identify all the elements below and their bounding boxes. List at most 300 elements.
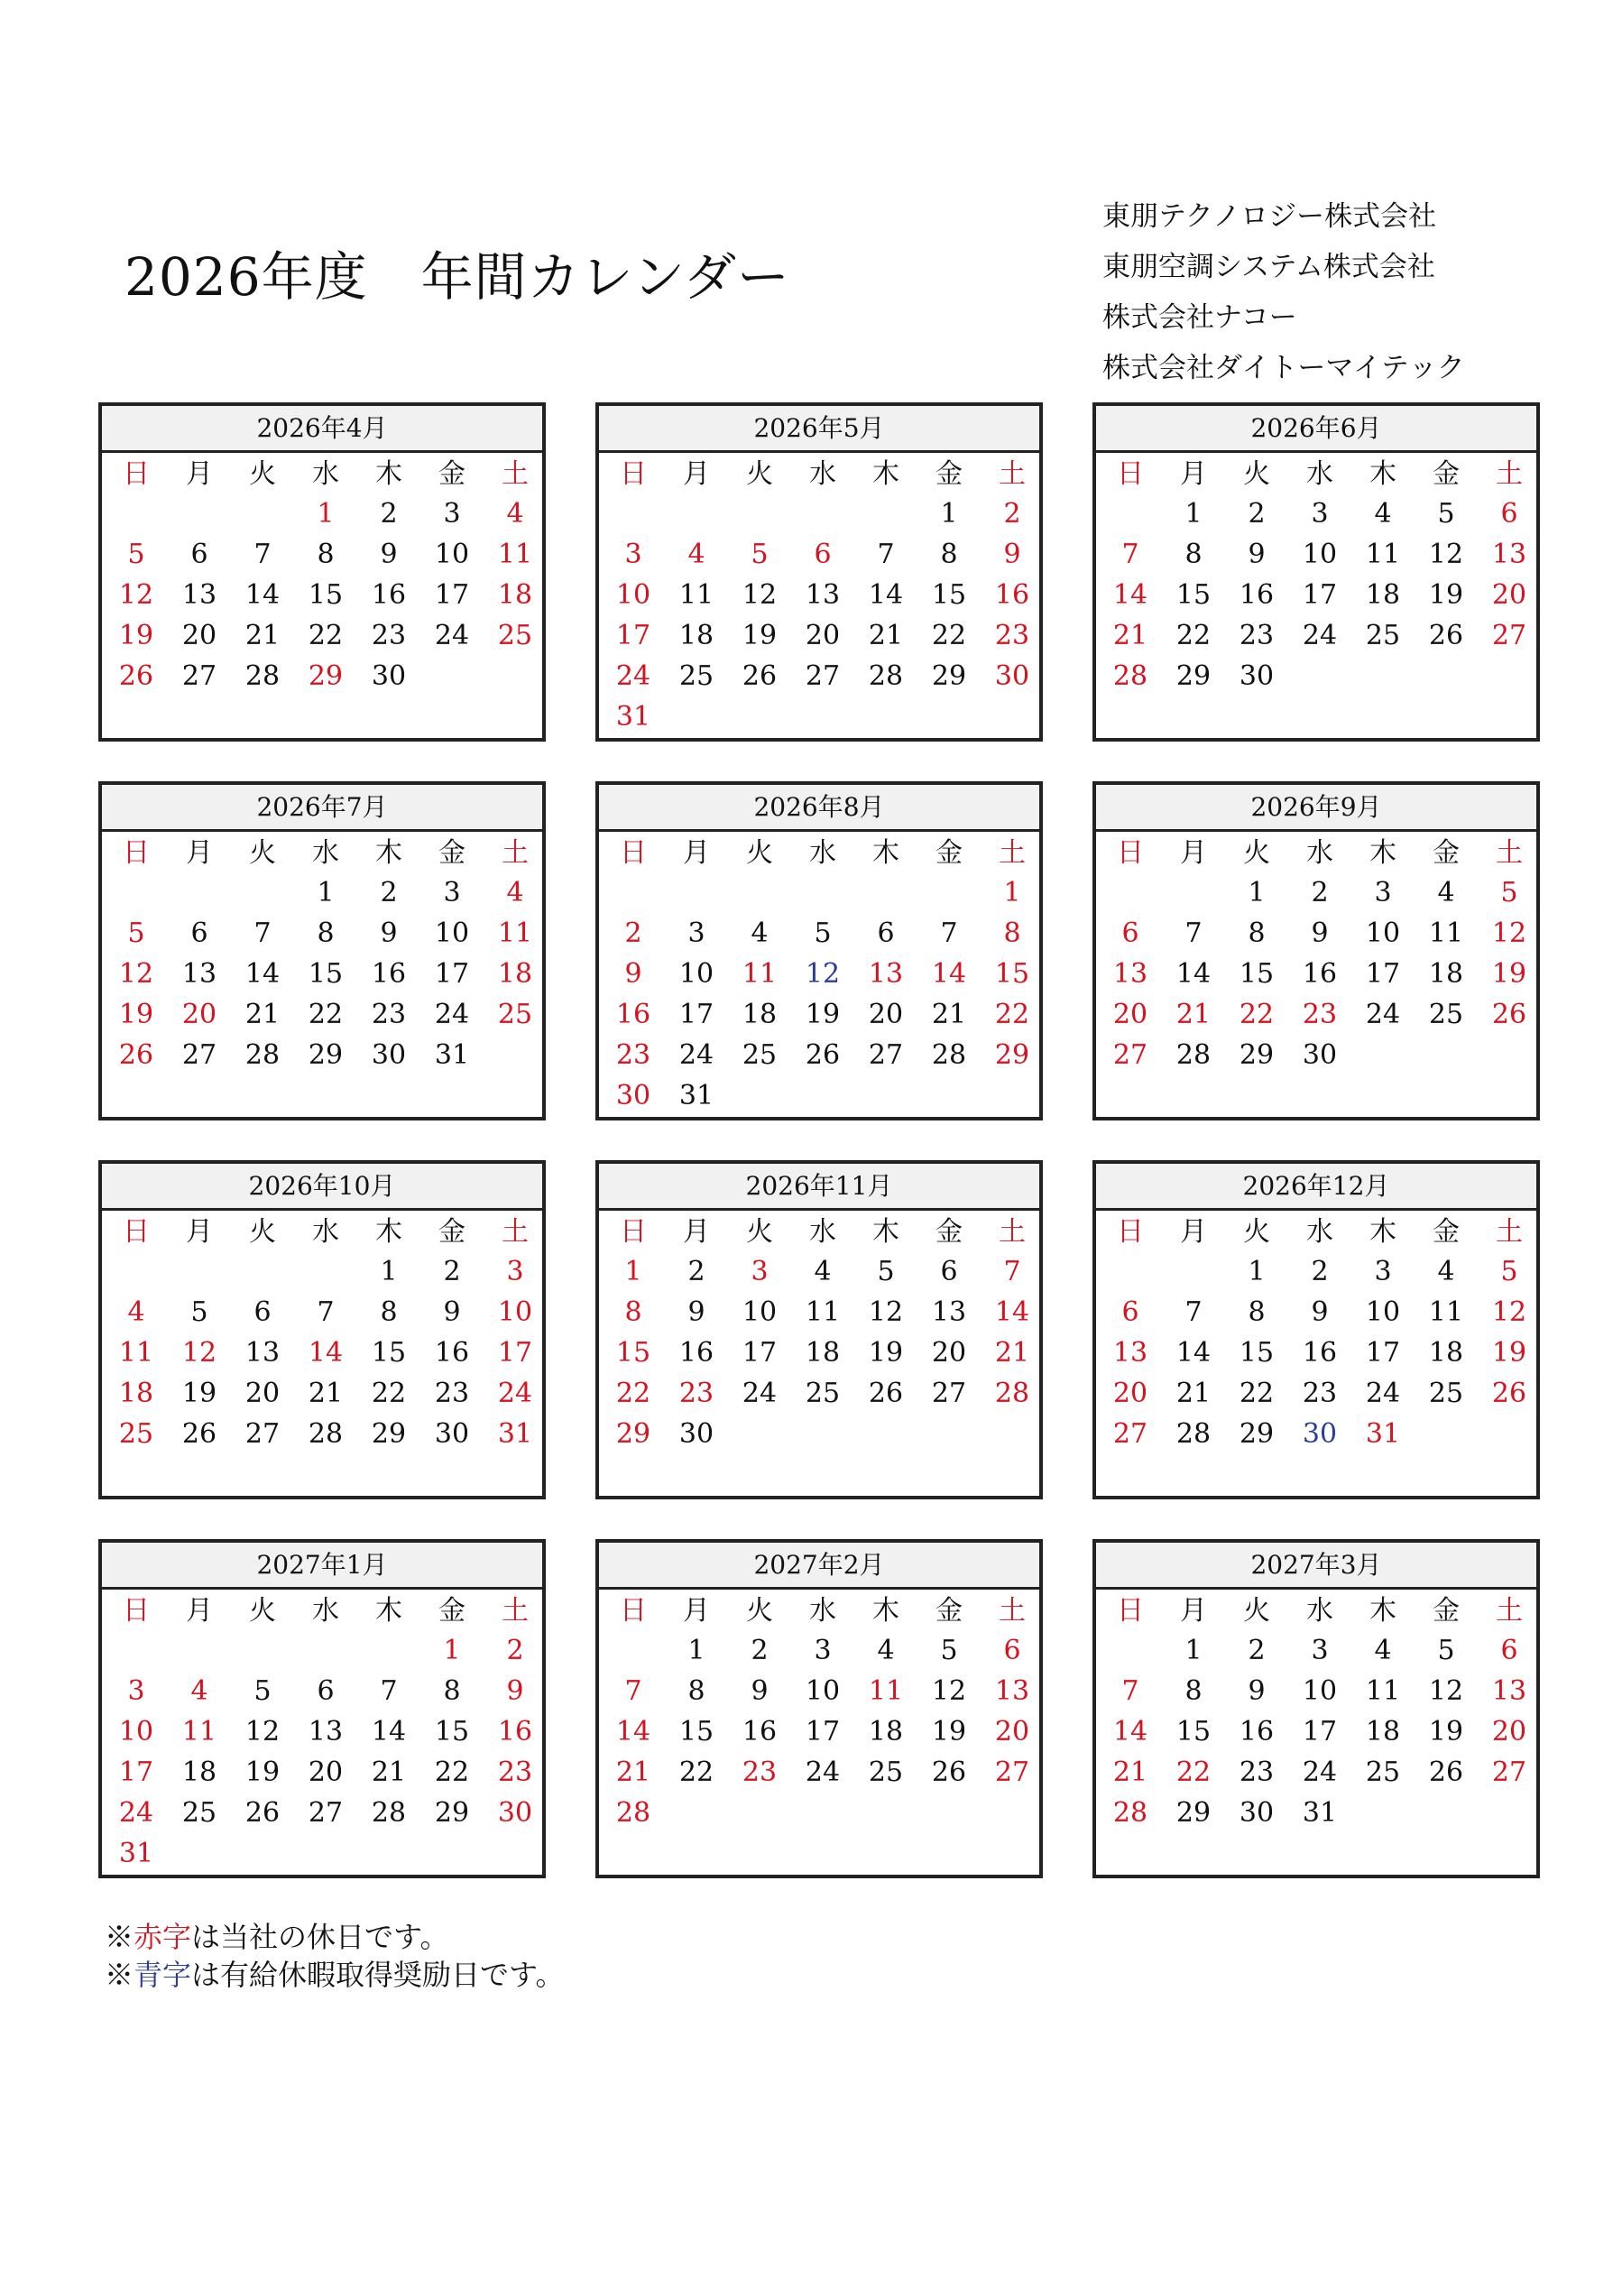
day-cell: 15	[994, 958, 1030, 990]
day-cell: 30	[678, 1418, 714, 1450]
month-calendar	[98, 781, 546, 1120]
day-cell: 27	[868, 1039, 904, 1071]
weekday-label: 水	[1306, 837, 1333, 869]
day-cell: 1	[317, 498, 335, 530]
day-cell: 16	[497, 1716, 533, 1747]
weekday-label: 金	[1433, 1595, 1460, 1627]
month-title: 2027年3月	[1096, 1543, 1536, 1590]
week-row	[599, 1251, 1039, 1292]
day-cell: 5	[190, 1296, 208, 1328]
day-cell: 25	[805, 1378, 841, 1409]
weekday-header	[599, 832, 1039, 872]
empty-cell	[791, 1793, 854, 1833]
day-cell: 11	[742, 958, 778, 990]
day-cell: 23	[742, 1757, 778, 1788]
empty-cell	[917, 1075, 981, 1116]
week-row	[599, 575, 1039, 615]
day-cell: 23	[1239, 620, 1275, 651]
empty-cell	[168, 872, 231, 913]
month-calendar	[98, 402, 546, 742]
day-cell: 17	[434, 579, 470, 611]
day-cell: 14	[1112, 1716, 1148, 1747]
weekday-label: 土	[999, 837, 1026, 869]
day-cell: 10	[1302, 539, 1338, 570]
day-cell: 6	[1121, 1296, 1139, 1328]
day-cell: 21	[308, 1378, 344, 1409]
day-cell: 26	[805, 1039, 841, 1071]
day-cell: 28	[1112, 1797, 1148, 1829]
day-cell: 22	[1239, 1378, 1275, 1409]
day-cell: 9	[624, 958, 642, 990]
day-cell: 28	[308, 1418, 344, 1450]
month-title: 2026年8月	[599, 785, 1039, 832]
day-cell: 3	[1311, 1635, 1329, 1666]
month-calendar	[98, 1539, 546, 1878]
day-cell: 10	[742, 1296, 778, 1328]
weekday-label: 土	[1496, 837, 1523, 869]
day-cell: 4	[687, 539, 705, 570]
day-cell: 17	[615, 620, 651, 651]
day-cell: 29	[615, 1418, 651, 1450]
day-cell: 2	[380, 498, 398, 530]
weekday-label: 日	[123, 1595, 150, 1627]
empty-cell	[854, 696, 917, 737]
empty-cell	[168, 1630, 231, 1671]
day-cell: 30	[497, 1797, 533, 1829]
day-cell: 31	[615, 701, 651, 733]
empty-cell	[357, 1833, 420, 1874]
weekday-header	[1096, 1590, 1536, 1630]
weekday-label: 水	[1306, 1216, 1333, 1248]
empty-cell	[294, 1251, 357, 1292]
day-cell: 5	[1437, 1635, 1455, 1666]
day-cell: 18	[805, 1337, 841, 1369]
empty-cell	[1415, 1035, 1478, 1075]
day-cell: 12	[244, 1716, 281, 1747]
day-cell: 4	[1437, 1256, 1455, 1287]
day-cell: 17	[1365, 1337, 1401, 1369]
empty-cell	[294, 1630, 357, 1671]
day-cell: 8	[443, 1675, 461, 1707]
day-cell: 29	[1239, 1039, 1275, 1071]
empty-cell	[105, 1251, 168, 1292]
day-cell: 25	[742, 1039, 778, 1071]
week-row	[599, 1671, 1039, 1711]
day-cell: 9	[1311, 1296, 1329, 1328]
weekday-label: 日	[620, 837, 647, 869]
week-row	[102, 1711, 542, 1752]
day-cell: 6	[1500, 498, 1518, 530]
empty-cell	[105, 1630, 168, 1671]
day-cell: 18	[497, 958, 533, 990]
weekday-label: 木	[375, 837, 402, 869]
day-cell: 4	[1437, 877, 1455, 908]
day-cell: 14	[244, 958, 281, 990]
day-cell: 11	[497, 917, 533, 949]
day-cell: 22	[434, 1757, 470, 1788]
day-cell: 25	[868, 1757, 904, 1788]
week-row	[102, 872, 542, 913]
weekday-label: 水	[1306, 458, 1333, 490]
day-cell: 24	[805, 1757, 841, 1788]
weekday-label: 月	[186, 837, 213, 869]
day-cell: 19	[244, 1757, 281, 1788]
empty-cell	[231, 493, 294, 534]
note-highlight-red: 赤字	[134, 1920, 192, 1954]
weekday-label: 月	[1180, 458, 1207, 490]
day-cell: 18	[1365, 579, 1401, 611]
empty-cell	[294, 1833, 357, 1874]
day-cell: 2	[1003, 498, 1021, 530]
empty-cell	[1288, 656, 1351, 696]
weekday-label: 月	[683, 1216, 710, 1248]
day-cell: 18	[118, 1378, 154, 1409]
weekday-label: 日	[620, 1595, 647, 1627]
day-cell: 25	[181, 1797, 217, 1829]
day-cell: 26	[868, 1378, 904, 1409]
month-title: 2027年2月	[599, 1543, 1039, 1590]
day-cell: 20	[1491, 579, 1527, 611]
day-cell: 25	[497, 999, 533, 1030]
day-cell: 12	[805, 958, 841, 990]
month-calendar	[1092, 1539, 1540, 1878]
day-cell: 8	[687, 1675, 705, 1707]
day-cell: 17	[1365, 958, 1401, 990]
day-cell: 21	[371, 1757, 407, 1788]
day-cell: 29	[1175, 1797, 1212, 1829]
week-row	[599, 1075, 1039, 1116]
day-cell: 9	[1311, 917, 1329, 949]
day-cell: 6	[1003, 1635, 1021, 1666]
day-cell: 13	[308, 1716, 344, 1747]
day-cell: 17	[678, 999, 714, 1030]
day-cell: 24	[497, 1378, 533, 1409]
day-cell: 18	[868, 1716, 904, 1747]
week-row	[102, 1630, 542, 1671]
day-cell: 19	[1428, 579, 1464, 611]
day-cell: 22	[931, 620, 967, 651]
day-cell: 4	[1374, 1635, 1392, 1666]
day-cell: 26	[1428, 1757, 1464, 1788]
weekday-label: 金	[935, 837, 963, 869]
week-row	[599, 1035, 1039, 1075]
weekday-label: 火	[1243, 1216, 1270, 1248]
weekday-label: 火	[746, 458, 773, 490]
weekday-header	[102, 1590, 542, 1630]
day-cell: 9	[380, 917, 398, 949]
day-cell: 17	[118, 1757, 154, 1788]
week-row	[1096, 913, 1536, 954]
day-cell: 10	[434, 539, 470, 570]
day-cell: 18	[181, 1757, 217, 1788]
day-cell: 21	[244, 999, 281, 1030]
weekday-label: 火	[249, 1595, 276, 1627]
day-cell: 27	[805, 660, 841, 692]
day-cell: 7	[877, 539, 895, 570]
week-row	[599, 656, 1039, 696]
day-cell: 26	[1491, 1378, 1527, 1409]
weekday-label: 火	[746, 1595, 773, 1627]
day-cell: 28	[1175, 1418, 1212, 1450]
day-cell: 2	[624, 917, 642, 949]
legend-note-holiday	[105, 1918, 564, 1956]
day-cell: 23	[497, 1757, 533, 1788]
empty-cell	[484, 1833, 547, 1874]
empty-cell	[665, 696, 728, 737]
weekday-label: 火	[249, 458, 276, 490]
weekday-label: 金	[438, 1595, 465, 1627]
day-cell: 6	[1121, 917, 1139, 949]
day-cell: 29	[434, 1797, 470, 1829]
day-cell: 12	[118, 958, 154, 990]
empty-cell	[665, 872, 728, 913]
weekday-label: 水	[809, 837, 836, 869]
day-cell: 11	[497, 539, 533, 570]
week-row	[1096, 1752, 1536, 1793]
empty-cell	[728, 493, 791, 534]
week-row	[1096, 872, 1536, 913]
day-cell: 14	[1175, 1337, 1212, 1369]
day-cell: 28	[244, 1039, 281, 1071]
week-row	[102, 994, 542, 1035]
day-cell: 26	[118, 1039, 154, 1071]
legend-note-leave	[105, 1956, 564, 1994]
weekday-label: 土	[502, 1595, 529, 1627]
empty-cell	[791, 872, 854, 913]
week-row	[102, 1752, 542, 1793]
weekday-label: 金	[935, 1595, 963, 1627]
week-row	[102, 1671, 542, 1711]
day-cell: 3	[814, 1635, 832, 1666]
day-cell: 6	[190, 917, 208, 949]
day-cell: 24	[118, 1797, 154, 1829]
day-cell: 12	[1428, 539, 1464, 570]
day-cell: 11	[1365, 539, 1401, 570]
day-cell: 30	[1302, 1418, 1338, 1450]
day-cell: 12	[1491, 917, 1527, 949]
day-cell: 3	[1311, 498, 1329, 530]
note-mark: ※	[105, 1958, 134, 1992]
day-cell: 11	[1365, 1675, 1401, 1707]
day-cell: 5	[940, 1635, 958, 1666]
weekday-label: 土	[1496, 1216, 1523, 1248]
week-row	[599, 696, 1039, 737]
day-cell: 10	[805, 1675, 841, 1707]
day-cell: 9	[443, 1296, 461, 1328]
empty-cell	[1478, 1414, 1541, 1454]
week-row	[599, 1292, 1039, 1332]
day-cell: 2	[1311, 877, 1329, 908]
weekday-label: 木	[375, 458, 402, 490]
day-cell: 1	[1248, 1256, 1266, 1287]
weekday-label: 火	[249, 837, 276, 869]
day-cell: 25	[678, 660, 714, 692]
day-cell: 7	[317, 1296, 335, 1328]
day-cell: 23	[678, 1378, 714, 1409]
empty-cell	[854, 1793, 917, 1833]
day-cell: 3	[1374, 877, 1392, 908]
day-cell: 23	[371, 999, 407, 1030]
company-name: 株式会社ダイトーマイテック	[1102, 352, 1465, 384]
week-row	[102, 656, 542, 696]
day-cell: 20	[994, 1716, 1030, 1747]
empty-cell	[917, 872, 981, 913]
day-cell: 21	[615, 1757, 651, 1788]
week-row	[1096, 1035, 1536, 1075]
day-cell: 16	[1239, 579, 1275, 611]
day-cell: 30	[994, 660, 1030, 692]
empty-cell	[602, 872, 665, 913]
day-cell: 19	[181, 1378, 217, 1409]
weekday-label: 木	[872, 837, 899, 869]
day-cell: 29	[308, 1039, 344, 1071]
week-row	[599, 534, 1039, 575]
day-cell: 28	[244, 660, 281, 692]
day-cell: 12	[181, 1337, 217, 1369]
empty-cell	[981, 696, 1044, 737]
weekday-label: 火	[249, 1216, 276, 1248]
day-cell: 29	[931, 660, 967, 692]
week-row	[102, 1793, 542, 1833]
day-cell: 6	[190, 539, 208, 570]
month-title: 2026年6月	[1096, 406, 1536, 453]
week-row	[599, 1332, 1039, 1373]
day-cell: 20	[931, 1337, 967, 1369]
day-cell: 20	[1112, 1378, 1148, 1409]
day-cell: 24	[615, 660, 651, 692]
month-calendar	[1092, 1160, 1540, 1499]
day-cell: 14	[308, 1337, 344, 1369]
day-cell: 9	[687, 1296, 705, 1328]
month-calendar	[98, 1160, 546, 1499]
day-cell: 31	[1365, 1418, 1401, 1450]
day-cell: 19	[118, 620, 154, 651]
weekday-label: 水	[809, 1216, 836, 1248]
weekday-label: 土	[502, 837, 529, 869]
day-cell: 18	[742, 999, 778, 1030]
day-cell: 1	[940, 498, 958, 530]
weekday-label: 金	[1433, 1216, 1460, 1248]
day-cell: 4	[814, 1256, 832, 1287]
weekday-label: 水	[312, 1216, 339, 1248]
week-row	[102, 1414, 542, 1454]
weekday-header	[1096, 453, 1536, 493]
day-cell: 28	[371, 1797, 407, 1829]
page-title: 2026年度 年間カレンダー	[124, 246, 790, 308]
empty-cell	[665, 1793, 728, 1833]
weekday-label: 月	[186, 458, 213, 490]
day-cell: 3	[751, 1256, 769, 1287]
day-cell: 6	[1500, 1635, 1518, 1666]
month-title: 2027年1月	[102, 1543, 542, 1590]
day-cell: 7	[1121, 1675, 1139, 1707]
day-cell: 28	[868, 660, 904, 692]
day-cell: 29	[1239, 1418, 1275, 1450]
day-cell: 20	[244, 1378, 281, 1409]
empty-cell	[854, 1075, 917, 1116]
weekday-label: 金	[1433, 458, 1460, 490]
day-cell: 16	[371, 958, 407, 990]
empty-cell	[168, 493, 231, 534]
empty-cell	[917, 1414, 981, 1454]
day-cell: 9	[380, 539, 398, 570]
weekday-label: 日	[1117, 837, 1144, 869]
day-cell: 17	[1302, 1716, 1338, 1747]
day-cell: 9	[751, 1675, 769, 1707]
weekday-header	[599, 1211, 1039, 1251]
day-cell: 15	[931, 579, 967, 611]
day-cell: 14	[1175, 958, 1212, 990]
weekday-label: 土	[1496, 1595, 1523, 1627]
weekday-label: 火	[1243, 837, 1270, 869]
day-cell: 7	[624, 1675, 642, 1707]
company-name: 東朋空調システム株式会社	[1102, 251, 1435, 283]
week-row	[1096, 1373, 1536, 1414]
day-cell: 15	[678, 1716, 714, 1747]
day-cell: 13	[1491, 539, 1527, 570]
weekday-label: 木	[1369, 458, 1396, 490]
week-row	[599, 872, 1039, 913]
day-cell: 1	[1248, 877, 1266, 908]
empty-cell	[1478, 1793, 1541, 1833]
day-cell: 25	[1365, 620, 1401, 651]
day-cell: 13	[805, 579, 841, 611]
empty-cell	[1351, 1793, 1415, 1833]
empty-cell	[231, 872, 294, 913]
day-cell: 1	[317, 877, 335, 908]
weekday-label: 日	[123, 837, 150, 869]
day-cell: 23	[1302, 999, 1338, 1030]
week-row	[599, 1373, 1039, 1414]
day-cell: 12	[742, 579, 778, 611]
day-cell: 19	[1428, 1716, 1464, 1747]
week-row	[1096, 575, 1536, 615]
day-cell: 16	[1239, 1716, 1275, 1747]
empty-cell	[791, 493, 854, 534]
day-cell: 24	[1365, 1378, 1401, 1409]
day-cell: 12	[1428, 1675, 1464, 1707]
weekday-label: 土	[999, 458, 1026, 490]
day-cell: 21	[994, 1337, 1030, 1369]
weekday-header	[102, 453, 542, 493]
day-cell: 22	[994, 999, 1030, 1030]
weekday-label: 土	[502, 1216, 529, 1248]
weekday-label: 木	[872, 1595, 899, 1627]
day-cell: 15	[1239, 1337, 1275, 1369]
day-cell: 4	[877, 1635, 895, 1666]
day-cell: 10	[1365, 917, 1401, 949]
day-cell: 19	[868, 1337, 904, 1369]
day-cell: 13	[931, 1296, 967, 1328]
day-cell: 1	[443, 1635, 461, 1666]
day-cell: 18	[1365, 1716, 1401, 1747]
day-cell: 14	[1112, 579, 1148, 611]
empty-cell	[420, 656, 484, 696]
day-cell: 19	[742, 620, 778, 651]
weekday-label: 月	[186, 1595, 213, 1627]
month-title: 2026年7月	[102, 785, 542, 832]
weekday-label: 日	[123, 458, 150, 490]
day-cell: 14	[615, 1716, 651, 1747]
week-row	[1096, 615, 1536, 656]
day-cell: 25	[1428, 999, 1464, 1030]
day-cell: 2	[1248, 498, 1266, 530]
day-cell: 9	[1003, 539, 1021, 570]
day-cell: 17	[805, 1716, 841, 1747]
day-cell: 10	[615, 579, 651, 611]
day-cell: 22	[615, 1378, 651, 1409]
empty-cell	[665, 493, 728, 534]
